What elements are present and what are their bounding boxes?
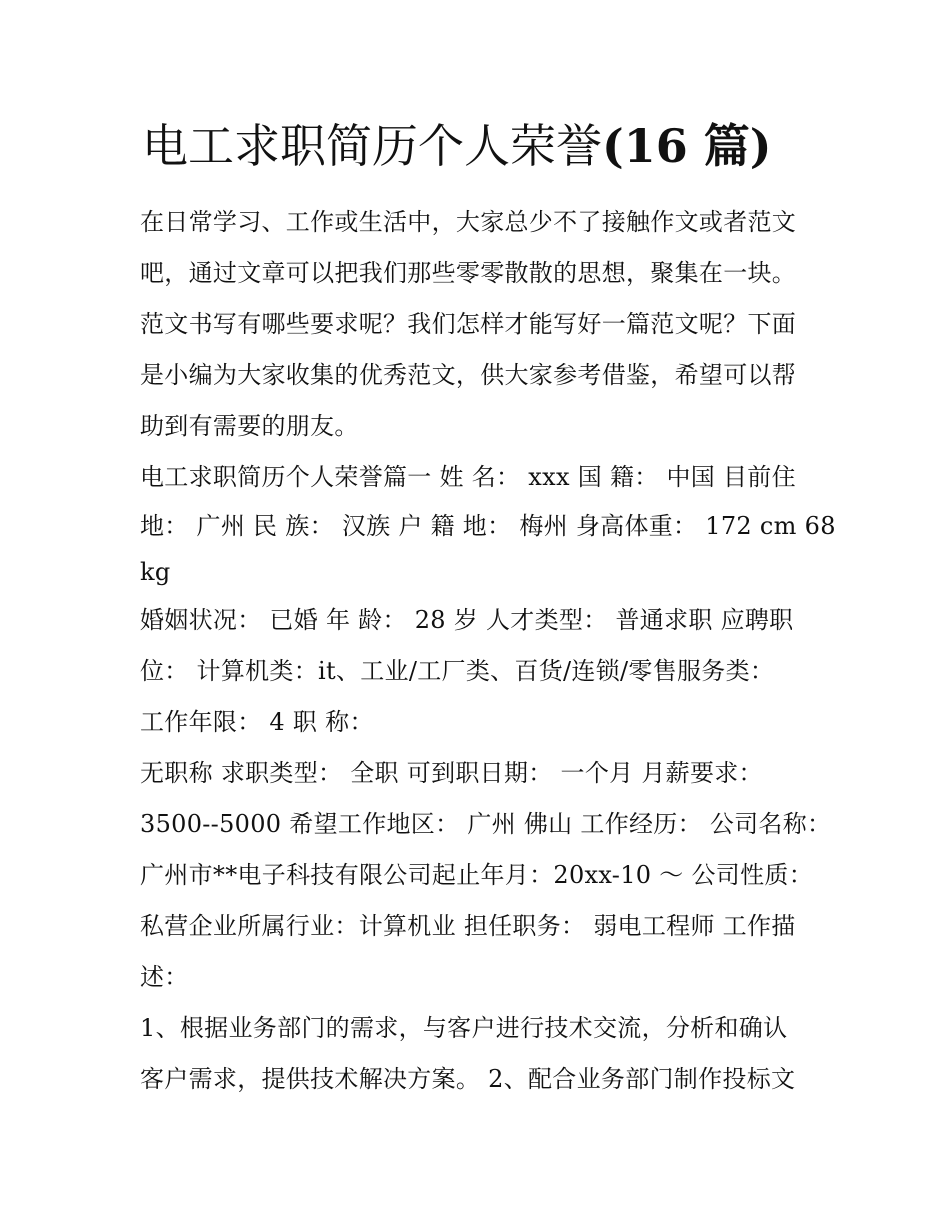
document-body bbox=[140, 197, 836, 1105]
text-line: 私营企业所属行业：计算机业 担任职务： 弱电工程师 工作描 bbox=[140, 912, 796, 940]
text-line: 地： 广州 民 族： 汉族 户 籍 地： 梅州 身高体重： 172 cm 68 bbox=[140, 512, 836, 540]
text-line: 工作年限： 4 职 称： bbox=[140, 708, 374, 736]
text-line: 是小编为大家收集的优秀范文，供大家参考借鉴，希望可以帮 bbox=[140, 361, 797, 389]
title-count: (16 篇) bbox=[602, 119, 772, 173]
text-line: 婚姻状况： 已婚 年 龄： 28 岁 人才类型： 普通求职 应聘职 bbox=[140, 606, 794, 634]
text-line: 助到有需要的朋友。 bbox=[140, 412, 359, 440]
text-line: 范文书写有哪些要求呢？我们怎样才能写好一篇范文呢？下面 bbox=[140, 310, 797, 338]
title-main: 电工求职简历个人荣誉 bbox=[142, 119, 602, 173]
text-line: 客户需求，提供技术解决方案。 2、配合业务部门制作投标文 bbox=[140, 1065, 796, 1093]
text-line: 1、根据业务部门的需求，与客户进行技术交流，分析和确认 bbox=[140, 1014, 788, 1042]
text-line: 3500--5000 希望工作地区： 广州 佛山 工作经历： 公司名称： bbox=[140, 810, 832, 838]
text-line: 无职称 求职类型： 全职 可到职日期： 一个月 月薪要求： bbox=[140, 759, 763, 787]
text-line: 述： bbox=[140, 963, 189, 991]
page-title bbox=[142, 116, 842, 176]
text-line: 位： 计算机类：it、工业/工厂类、百货/连锁/零售服务类： bbox=[140, 657, 775, 685]
text-line: 吧，通过文章可以把我们那些零零散散的思想，聚集在一块。 bbox=[140, 259, 797, 287]
text-line: 广州市**电子科技有限公司起止年月：20xx-10 ～ 公司性质： bbox=[140, 861, 813, 889]
text-line: 电工求职简历个人荣誉篇一 姓 名： xxx 国 籍： 中国 目前住 bbox=[140, 463, 796, 491]
text-line: kg bbox=[140, 558, 171, 586]
text-line: 在日常学习、工作或生活中，大家总少不了接触作文或者范文 bbox=[140, 208, 797, 236]
